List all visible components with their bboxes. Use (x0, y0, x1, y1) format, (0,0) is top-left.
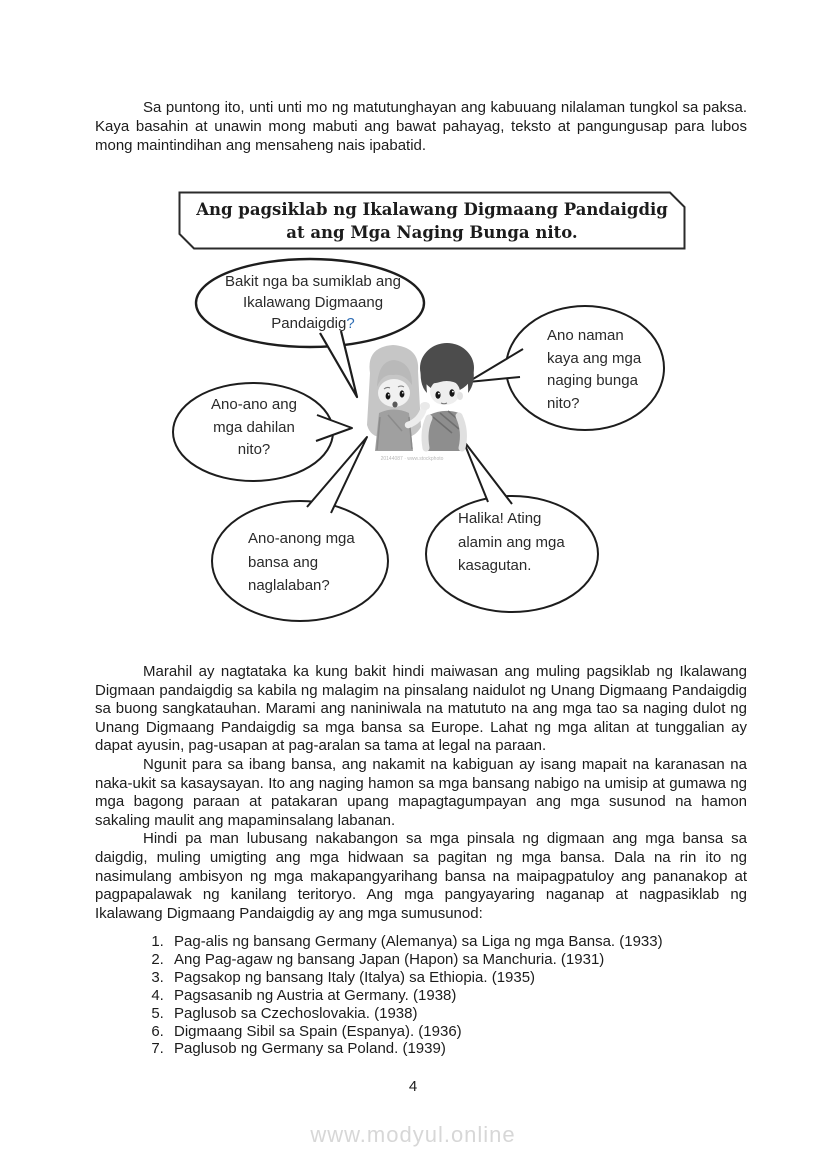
bubbles-and-kids-graphic (0, 255, 826, 655)
paragraph-3: Hindi pa man lubusang nakabangon sa mga pinsala ng digmaan ang mga bansa sa daigdig, muling umigting ang mga hidwaan sa pagitan ng mga bansa. Dala na rin ito ng nasimulang ambisyon ng mga makapangyarihang bansa na maipagpatuloy ang pananakop at pagpapalawak ng kanilang teritoryo. Ang mga pangyayaring naganap at nagpasiklab ng Ikalawang Digmaang Pandaigdig ay ang mga sumusunod: (95, 830, 747, 922)
event-item: 2. Ang Pag-agaw ng bansang Japan (Hapon) sa Manchuria. (1931) (168, 951, 808, 969)
page-number: 4 (408, 1078, 418, 1095)
site-watermark: www.modyul.online (310, 1122, 516, 1147)
bubble-text-right: Ano naman kaya ang mga naging bunga nito? (547, 327, 642, 412)
intro-paragraph: Sa puntong ito, unti unti mo ng matutunghayan ang kabuuang nilalaman tungkol sa paksa. Kaya basahin at unawin mong mabuti ang bawat pahayag, teksto at pangungusap para lubos mong maintindihan ang mensaheng nais ipabatid. (95, 99, 747, 155)
event-item: 7. Paglusob ng Germany sa Poland. (1939) (168, 1040, 808, 1058)
lesson-title: Ang pagsiklab ng Ikalawang Digmaang Pandaigdig at ang Mga Naging Bunga nito. (196, 199, 668, 242)
speech-bubble-diagram (0, 255, 826, 655)
bubble-top-question: Bakit nga ba sumiklab ang Ikalawang Digmaang Pandaigdig (225, 273, 401, 332)
bubble-text-top (222, 271, 404, 334)
event-item: 6. Digmaang Sibil sa Spain (Espanya). (1936) (168, 1023, 808, 1041)
ww2-events-list (95, 933, 808, 1058)
kids-talking-illustration (367, 343, 474, 462)
paragraph-2: Ngunit para sa ibang bansa, ang nakamit na kabiguan ay isang mapait na karanasan na naka-ukit sa kasaysayan. Ito ang naging hamon sa mga bansang nabigo na umisip at gumawa ng mga bagong paraan at patakaran upang mapagtagumpayan ang mga susunod na hamon sakaling maulit ang mapaminsalang labanan. (95, 755, 747, 829)
event-item: 5. Paglusob sa Czechoslovakia. (1938) (168, 1005, 808, 1023)
event-item: 1. Pag-alis ng bansang Germany (Alemanya) sa Liga ng mga Bansa. (1933) (168, 933, 808, 951)
event-item: 3. Pagsakop ng bansang Italy (Italya) sa Ethiopia. (1935) (168, 969, 808, 987)
blue-question-mark: ? (346, 315, 355, 332)
bubble-text-left: Ano-ano ang mga dahilan nito? (211, 396, 297, 458)
stock-photo-watermark: 20144087 · www.stockphoto (380, 456, 444, 462)
event-item: 4. Pagsasanib ng Austria at Germany. (1938) (168, 987, 808, 1005)
body-text (95, 663, 747, 923)
title-banner (178, 191, 686, 250)
bubble-text-bottom-left: Ano-anong mga bansa ang naglalaban? (248, 530, 355, 594)
bubble-text-bottom-right: Halika! Ating alamin ang mga kasagutan. (458, 510, 565, 574)
paragraph-1: Marahil ay nagtataka ka kung bakit hindi maiwasan ang muling pagsiklab ng Ikalawang Digmaan pandaigdig sa kabila ng malagim na pinsalang naidulot ng Unang Digmaang Pandaigdig sa buong sangkatauhan. Marami ang naniniwala na matututo na ang mga tao sa naging dulot ng Unang Digmaang Pandaigdig sa mga bansa sa Europe. Lahat ng mga alitan at tunggalian ay dapat ayusin, pag-usapan at pag-aralan sa tama at legal na paraan. (95, 663, 747, 755)
